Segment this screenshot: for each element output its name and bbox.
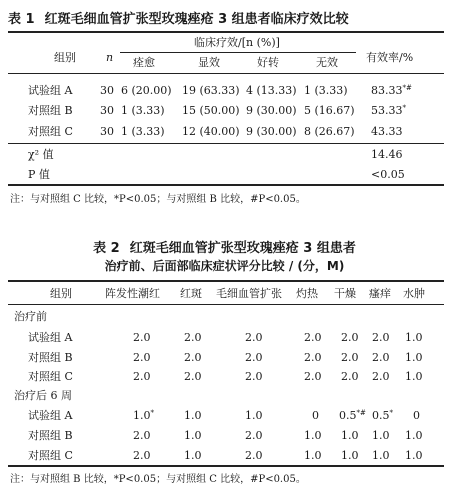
t2-before-row2-v2: 2.0 [184, 351, 202, 364]
t2-header-burning: 灼热 [296, 287, 318, 300]
t2-header-erythema: 红斑 [180, 287, 202, 300]
t1-row1-n: 30 [100, 84, 114, 97]
t2-before-row1-group: 试验组 A [28, 331, 73, 344]
t2-after-row1-v5 [339, 409, 366, 422]
t1-row1-ineffective: 1 (3.33) [304, 84, 348, 97]
t1-row2-rate-mark: * [402, 104, 406, 112]
t2-before-row1-v1: 2.0 [133, 331, 151, 344]
t2-before-row1-v6: 2.0 [372, 331, 390, 344]
t2-before-row3-v6: 2.0 [372, 370, 390, 383]
t2-header-group: 组别 [50, 287, 72, 300]
t1-header-n: n [106, 51, 114, 64]
t2-before-row2-v5: 2.0 [341, 351, 359, 364]
t2-after-row1-v3: 1.0 [245, 409, 263, 422]
t2-before-row2-group: 对照组 B [28, 351, 73, 364]
table1-note: 注：与对照组 C 比较，*P<0.05；与对照组 B 比较，#P<0.05。 [10, 194, 306, 205]
t2-after-row3-v7: 1.0 [405, 449, 423, 462]
t2-section-before: 治疗前 [14, 310, 47, 323]
table1-body-rule [8, 143, 444, 144]
t2-before-row1-v4: 2.0 [304, 331, 322, 344]
t1-p-value: <0.05 [371, 168, 405, 181]
t1-row1-marked: 19 (63.33) [182, 84, 240, 97]
t2-after-row1-v1 [133, 409, 154, 422]
t1-row2-n: 30 [100, 104, 114, 117]
t2-header-telangiectasia: 毛细血管扩张 [216, 287, 282, 300]
t2-after-row2-v2: 1.0 [184, 429, 202, 442]
t2-after-row1-v6-value: 0.5 [372, 409, 390, 422]
t2-after-row2-group: 对照组 B [28, 429, 73, 442]
table2-title [0, 237, 449, 256]
t2-before-row1-v2: 2.0 [184, 331, 202, 344]
t2-after-row1-v1-mark: * [150, 409, 154, 417]
t1-chi-label: χ² 值 [28, 148, 54, 161]
t1-row3-n: 30 [100, 125, 114, 138]
t1-row2-rate-value: 53.33 [371, 104, 403, 117]
t1-header-subline [120, 52, 356, 53]
t1-row3-marked: 12 (40.00) [182, 125, 240, 138]
t1-header-group: 组别 [54, 51, 76, 64]
table1-title [8, 8, 349, 27]
t2-after-row1-group: 试验组 A [28, 409, 73, 422]
t2-before-row3-v7: 1.0 [405, 370, 423, 383]
t1-row1-cured: 6 (20.00) [121, 84, 172, 97]
t1-chi-value: 14.46 [371, 148, 403, 161]
t1-row3-improved: 9 (30.00) [246, 125, 297, 138]
t2-after-row1-v6 [372, 409, 393, 422]
t2-after-row1-v7: 0 [413, 409, 420, 422]
table2-subtitle: 治疗前、后面部临床症状评分比较 / (分，M) [104, 259, 345, 273]
t1-row2-group: 对照组 B [28, 104, 73, 117]
t1-row3-cured: 1 (3.33) [121, 125, 165, 138]
t2-before-row1-v3: 2.0 [245, 331, 263, 344]
table1-bottom-rule [8, 184, 444, 186]
t2-after-row2-v6: 1.0 [372, 429, 390, 442]
t1-header-cured: 痊愈 [133, 56, 155, 69]
t2-before-row2-v4: 2.0 [304, 351, 322, 364]
t2-after-row1-v4: 0 [312, 409, 319, 422]
t2-after-row1-v5-mark: *# [356, 409, 366, 417]
t2-after-row1-v5-value: 0.5 [339, 409, 357, 422]
t1-header-improved: 好转 [257, 56, 279, 69]
t1-header-clinical: 临床疗效/[n (%)] [194, 36, 280, 49]
t1-header-marked: 显效 [198, 56, 220, 69]
t2-header-pruritus: 瘙痒 [369, 287, 391, 300]
table2-note: 注：与对照组 B 比较，*P<0.05；与对照组 C 比较，#P<0.05。 [10, 474, 306, 485]
table1-title-text: 红斑毛细血管扩张型玫瑰痤疮 3 组患者临床疗效比较 [44, 12, 349, 27]
t2-before-row2-v6: 2.0 [372, 351, 390, 364]
t2-after-row3-v3: 2.0 [245, 449, 263, 462]
table1-number: 表 1 [8, 12, 35, 27]
t2-before-row3-group: 对照组 C [28, 370, 73, 383]
t1-row3-group: 对照组 C [28, 125, 73, 138]
t2-after-row2-v1: 2.0 [133, 429, 151, 442]
t2-after-row2-v3: 2.0 [245, 429, 263, 442]
t2-after-row1-v6-mark: * [389, 409, 393, 417]
t1-row1-rate-mark: *# [402, 84, 412, 92]
t2-after-row1-v2: 1.0 [184, 409, 202, 422]
t1-row1-improved: 4 (13.33) [246, 84, 297, 97]
t1-row3-rate-value: 43.33 [371, 125, 403, 138]
t2-before-row3-v4: 2.0 [304, 370, 322, 383]
t1-row3-rate [371, 125, 403, 138]
t2-before-row3-v5: 2.0 [341, 370, 359, 383]
t2-before-row3-v1: 2.0 [133, 370, 151, 383]
table1-top-rule [8, 31, 444, 33]
t1-row2-improved: 9 (30.00) [246, 104, 297, 117]
t2-before-row1-v7: 1.0 [405, 331, 423, 344]
t2-section-after: 治疗后 6 周 [14, 389, 72, 402]
t2-after-row1-v1-value: 1.0 [133, 409, 151, 422]
t1-p-label: P 值 [28, 168, 50, 181]
t1-header-ineffective: 无效 [316, 56, 338, 69]
t2-before-row2-v1: 2.0 [133, 351, 151, 364]
t2-header-dryness: 干燥 [334, 287, 356, 300]
t1-row1-rate [371, 84, 412, 97]
t2-after-row2-v5: 1.0 [341, 429, 359, 442]
t2-header-edema: 水肿 [403, 287, 425, 300]
t2-after-row3-v6: 1.0 [372, 449, 390, 462]
table2-header-rule [8, 304, 444, 305]
table2-top-rule [8, 280, 444, 282]
table1-header-rule [8, 73, 444, 74]
table2-number: 表 2 [93, 241, 120, 256]
t1-row2-rate [371, 104, 406, 117]
t2-before-row3-v3: 2.0 [245, 370, 263, 383]
t2-before-row3-v2: 2.0 [184, 370, 202, 383]
t2-after-row3-group: 对照组 C [28, 449, 73, 462]
t2-header-flushing: 阵发性潮红 [105, 287, 160, 300]
t1-row2-marked: 15 (50.00) [182, 104, 240, 117]
t2-before-row2-v7: 1.0 [405, 351, 423, 364]
t2-after-row3-v1: 2.0 [133, 449, 151, 462]
t1-header-rate: 有效率/% [366, 51, 414, 64]
table2-bottom-rule [8, 465, 444, 467]
t2-after-row3-v5: 1.0 [341, 449, 359, 462]
t2-before-row1-v5: 2.0 [341, 331, 359, 344]
t2-after-row2-v7: 1.0 [405, 429, 423, 442]
t2-after-row3-v2: 1.0 [184, 449, 202, 462]
t1-row1-rate-value: 83.33 [371, 84, 403, 97]
t1-row3-ineffective: 8 (26.67) [304, 125, 355, 138]
t1-row1-group: 试验组 A [28, 84, 73, 97]
t2-after-row3-v4: 1.0 [304, 449, 322, 462]
t2-after-row2-v4: 1.0 [304, 429, 322, 442]
t1-row2-cured: 1 (3.33) [121, 104, 165, 117]
t2-before-row2-v3: 2.0 [245, 351, 263, 364]
t1-row2-ineffective: 5 (16.67) [304, 104, 355, 117]
table2-title-text: 红斑毛细血管扩张型玫瑰痤疮 3 组患者 [129, 241, 356, 256]
